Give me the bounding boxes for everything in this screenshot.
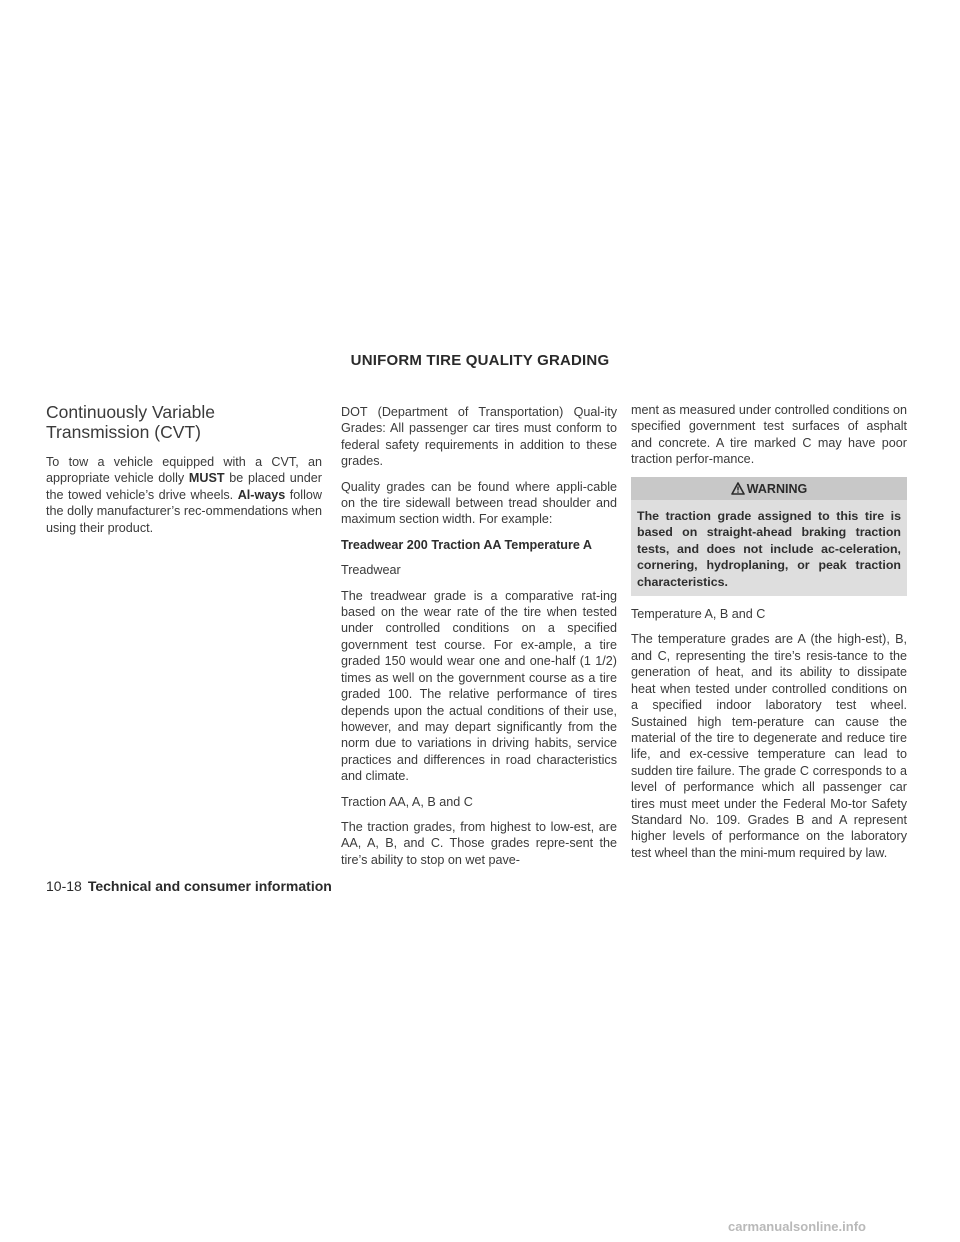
cvt-text-b: be placed under the towed vehicle’s drive wheels. bbox=[46, 471, 323, 502]
paragraph-dot: DOT (Department of Transportation) Qual-ity Grades: All passenger car tires must conform to federal safety requirements in addition to these grades. bbox=[341, 405, 617, 469]
traction-subheading: Traction AA, A, B and C bbox=[341, 794, 473, 809]
page-title: UNIFORM TIRE QUALITY GRADING bbox=[350, 352, 610, 369]
example-bold: Treadwear 200 Traction AA Temperature A bbox=[341, 537, 593, 552]
warning-triangle-icon bbox=[731, 482, 745, 495]
warning-header bbox=[631, 477, 907, 500]
paragraph-cvt bbox=[46, 454, 322, 536]
column-2 bbox=[341, 404, 617, 877]
footer-section-title: Technical and consumer information bbox=[87, 878, 332, 894]
section-heading: Continuously Variable Transmission (CVT) bbox=[46, 402, 215, 442]
paragraph-quality-grades: Quality grades can be found where appli-cable on the tire sidewall between tread shoulder and maximum section width. For example: bbox=[341, 479, 617, 527]
warning-box bbox=[631, 477, 907, 596]
paragraph-traction-cont: ment as measured under controlled conditions on specified government test surfaces of asphalt and concrete. A tire marked C may have poor traction perfor-mance. bbox=[631, 403, 907, 467]
treadwear-subheading: Treadwear bbox=[341, 563, 401, 578]
watermark: carmanualsonline.info bbox=[728, 1219, 866, 1234]
paragraph-traction: The traction grades, from highest to low-est, are AA, A, B, and C. Those grades repre-sent the tire’s ability to stop on wet pave- bbox=[341, 819, 617, 867]
always-emphasis: Al-ways bbox=[237, 487, 286, 502]
page-number: 10-18 bbox=[46, 878, 82, 894]
warning-text: The traction grade assigned to this tire is based on straight-ahead braking traction tests, and does not include ac-celeration, cornering, hydroplaning, or peak traction characteristics. bbox=[637, 509, 901, 589]
warning-label: WARNING bbox=[746, 481, 808, 496]
cvt-text-c: follow the dolly manufacturer’s rec-ommendations when using their product. bbox=[46, 487, 322, 535]
page-footer bbox=[46, 878, 332, 894]
column-1 bbox=[46, 402, 322, 545]
paragraph-treadwear: The treadwear grade is a comparative rat-ing based on the wear rate of the tire when tested under controlled conditions on a specified government test course. For ex-ample, a tire graded 150 would wear one and one-half (1 1/2) times as well on the government course as a tire graded 100. The relative performance of tires depends upon the actual conditions of their use, however, and may depart significantly from the norm due to variations in driving habits, service practices and differences in road characteristics and climate. bbox=[341, 588, 617, 784]
paragraph-temperature: The temperature grades are A (the high-est), B, and C, representing the tire’s resis-tance to the generation of heat, and its ability to dissipate heat when tested under controlled conditions on a specified indoor laboratory test wheel. Sustained high tem-perature can cause the material of the tire to degenerate and reduce tire life, and ex-cessive temperature can lead to sudden tire failure. The grade C corresponds to a level of performance which all passenger car tires must meet under the Federal Mo-tor Safety Standard No. 109. Grades B and A represent higher levels of performance on the laboratory test wheel than the mini-mum required by law. bbox=[631, 632, 907, 860]
must-emphasis: MUST bbox=[188, 471, 225, 486]
temperature-subheading: Temperature A, B and C bbox=[631, 607, 766, 622]
column-3 bbox=[631, 402, 907, 870]
example-line bbox=[341, 537, 617, 553]
cvt-text-a: To tow a vehicle equipped with a CVT, an appropriate vehicle dolly bbox=[46, 455, 322, 486]
